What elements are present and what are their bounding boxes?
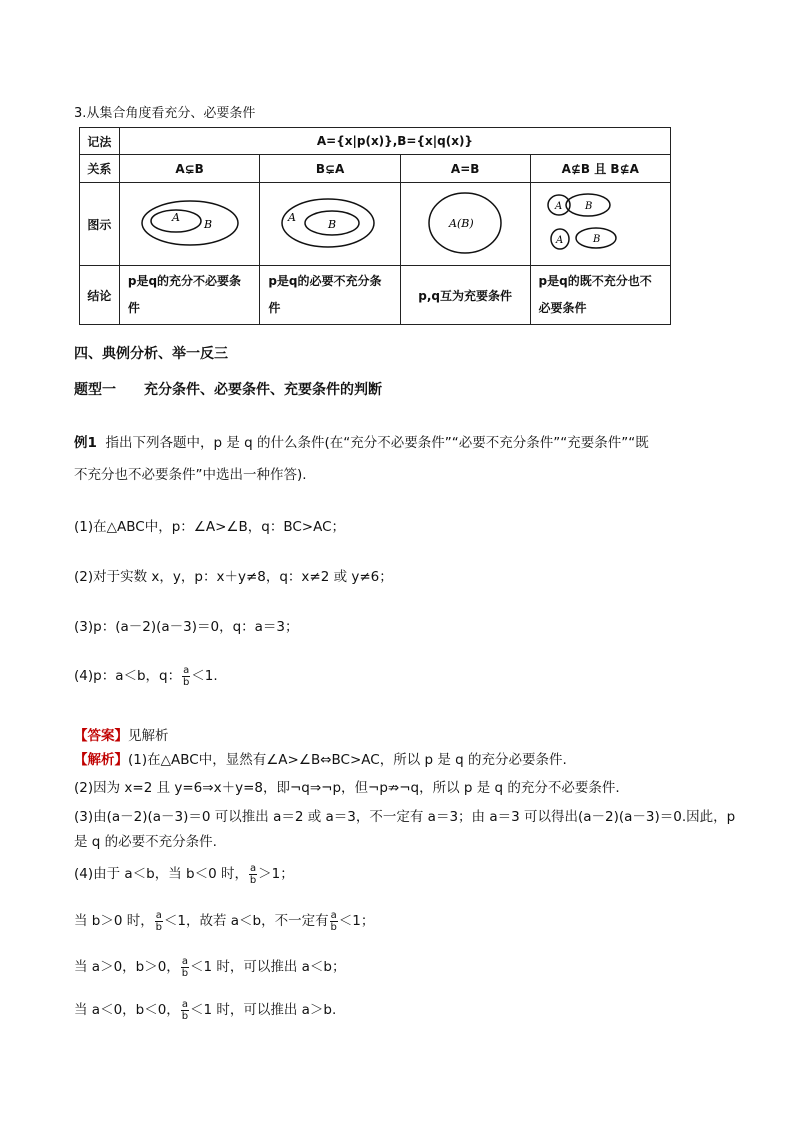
table-row	[80, 128, 671, 155]
conclusion-label: 结论	[80, 266, 120, 325]
analysis-line-4: (4)由于 a＜b，当 b＜0 时， $\frac{a}{b}$ ＞1；	[74, 862, 294, 886]
example-stem-line1	[74, 431, 649, 451]
example-stem-line2: 不充分也不必要条件”中选出一种作答).	[74, 467, 307, 483]
fraction-a-over-b: $\frac{a}{b}$	[181, 955, 189, 979]
venn-cell	[530, 183, 670, 266]
conclusion-cell: p是q的既不充分也不必要条件	[530, 266, 670, 325]
notation-label: 记法	[80, 128, 120, 155]
type-title: 充分条件、必要条件、充要条件的判断	[144, 382, 382, 398]
fraction-a-over-b: $\frac{a}{b}$	[249, 862, 257, 886]
analysis-line-1	[74, 748, 567, 768]
venn-label-a: A	[171, 210, 180, 224]
fraction-a-over-b: $\frac{a}{b}$	[330, 909, 337, 933]
venn-label-b: B	[203, 217, 212, 231]
section-title: 3.从集合角度看充分、必要条件	[74, 106, 256, 121]
relation-label: 关系	[80, 155, 120, 183]
question-4-prefix: (4)p：a＜b，q：	[74, 668, 182, 684]
venn-label-a: A	[556, 234, 564, 246]
example-label: 例1	[74, 435, 97, 451]
conclusion-cell: p是q的必要不充分条件	[260, 266, 400, 325]
relation-cell: A=B	[400, 155, 530, 183]
venn-label-b: B	[593, 233, 601, 245]
venn-disjoint-or-overlap	[540, 187, 660, 259]
venn-a-subset-b	[130, 188, 250, 258]
section-heading-4: 四、典例分析、举一反三	[74, 346, 228, 362]
analysis-line-5: 当 b＞0 时， $\frac{a}{b}$ ＜1，故若 a＜b，不一定有 $\frac{a}{b}$ ＜1；	[74, 909, 375, 933]
venn-cell	[400, 183, 530, 266]
answer-tag: 【答案】	[74, 728, 128, 744]
relation-cell: A⊊B	[119, 155, 259, 183]
question-1: (1)在△ABC中，p：∠A>∠B，q：BC>AC；	[74, 519, 346, 535]
type-heading	[74, 379, 382, 399]
venn-b-subset-a	[270, 188, 390, 258]
venn-cell	[119, 183, 259, 266]
question-2: (2)对于实数 x，y，p：x＋y≠8，q：x≠2 或 y≠6；	[74, 569, 393, 585]
answer-text: 见解析	[128, 728, 169, 744]
comparison-table	[79, 127, 671, 325]
venn-a-equals-b	[405, 188, 525, 258]
analysis-text-1: (1)在△ABC中，显然有∠A>∠B⇔BC>AC，所以 p 是 q 的充分必要条件.	[128, 752, 567, 768]
table-row	[80, 183, 671, 266]
fraction-a-over-b: $\frac{a}{b}$	[181, 998, 189, 1022]
fraction-a-over-b: $\frac{a}{b}$	[183, 664, 190, 688]
analysis-line-3a: (3)由(a－2)(a－3)＝0 可以推出 a＝2 或 a＝3，不一定有 a＝3；由 a＝3 可以得出(a－2)(a－3)＝0.因此，p	[74, 809, 736, 825]
notation-value: A={x|p(x)},B={x|q(x)}	[119, 128, 670, 155]
example-stem-text: 指出下列各题中，p 是 q 的什么条件(在“充分不必要条件”“必要不充分条件”“充要条件”“既	[105, 435, 649, 451]
venn-cell	[260, 183, 400, 266]
analysis-line-3b: 是 q 的必要不充分条件.	[74, 834, 217, 850]
relation-cell: A⊈B 且 B⊈A	[530, 155, 670, 183]
analysis-tag: 【解析】	[74, 752, 128, 768]
venn-label-a: A	[288, 210, 297, 224]
venn-label-ab: A(B)	[449, 216, 474, 230]
question-4-suffix: ＜1.	[191, 668, 218, 684]
venn-label-b: B	[585, 200, 593, 212]
analysis-line-7: 当 a＜0，b＜0， $\frac{a}{b}$ ＜1 时，可以推出 a＞b.	[74, 998, 337, 1022]
conclusion-cell: p是q的充分不必要条件	[119, 266, 259, 325]
analysis-line-2: (2)因为 x=2 且 y=6⇒x＋y=8，即¬q⇒¬p，但¬p⇏¬q，所以 p 是 q 的充分不必要条件.	[74, 780, 620, 796]
answer-line	[74, 724, 169, 744]
analysis-line-6: 当 a＞0，b＞0， $\frac{a}{b}$ ＜1 时，可以推出 a＜b；	[74, 955, 346, 979]
question-3: (3)p：(a－2)(a－3)＝0，q：a＝3；	[74, 619, 299, 635]
fraction-a-over-b: $\frac{a}{b}$	[155, 909, 162, 933]
venn-label-b: B	[328, 217, 337, 231]
table-row	[80, 155, 671, 183]
conclusion-cell: p,q互为充要条件	[400, 266, 530, 325]
type-label: 题型一	[74, 382, 116, 398]
figure-label: 图示	[80, 183, 120, 266]
table-row	[80, 266, 671, 325]
relation-cell: B⊊A	[260, 155, 400, 183]
question-4	[74, 664, 218, 688]
venn-label-a: A	[555, 200, 563, 212]
